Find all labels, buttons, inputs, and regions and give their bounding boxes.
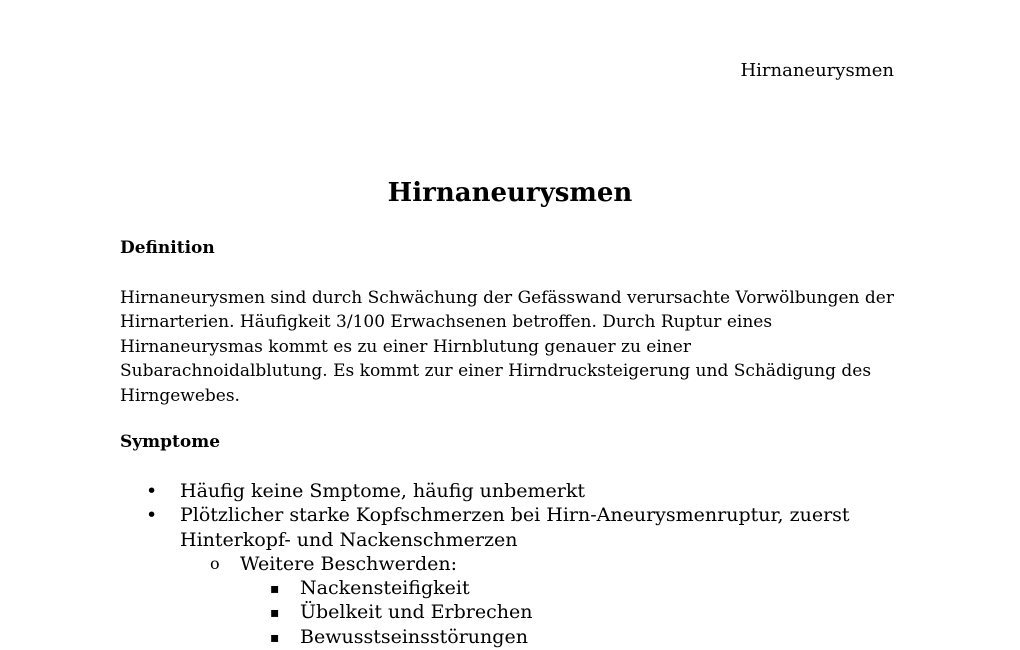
list-item [146,479,900,503]
list-item [146,503,900,552]
symptome-heading: Symptome [120,432,221,452]
circle-marker: o [210,553,220,573]
square-marker: ▪ [270,629,280,646]
sub-sub-list-item-text: Bewusstseinsstörungen [300,625,528,648]
sub-sub-list-item [270,625,900,649]
bullet-marker: • [146,504,158,527]
square-marker: ▪ [270,581,280,598]
sub-sub-list-item-text: Übelkeit und Erbrechen [300,601,533,624]
list-item-text: Häufig keine Smptome, häufig unbemerkt [180,480,586,502]
definition-paragraph: Hirnaneurysmen sind durch Schwächung der Gefässwand verursachte Vorwölbungen der Hirnarterien. Häufigkeit 3/100 Erwachsenen betroffen. Durch Ruptur eines Hirnaneurysmas kommt es zu einer Hirnblutung genauer zu einer Subarachnoidalblutung. Es kommt zur einer Hirndrucksteigerung und Schädigung des Hirngewebes. [120,288,894,406]
symptome-list [0,479,1020,649]
sub-sub-list-item [270,600,900,624]
sub-list-item-text: Weitere Beschwerden: [240,552,458,575]
document-title: Hirnaneurysmen [387,178,633,208]
sub-sub-list-item [270,576,900,600]
sub-list-item [210,552,900,576]
sub-sub-list-item-text: Nackensteifigkeit [300,577,470,600]
definition-heading: Definition [120,238,215,258]
list-item-text: Plötzlicher starke Kopfschmerzen bei Hirn-Aneurysmenruptur, zuerst Hinterkopf- und Nackenschmerzen [180,504,850,551]
running-header: Hirnaneurysmen [740,60,894,81]
bullet-marker: • [146,480,158,502]
square-marker: ▪ [270,605,280,622]
